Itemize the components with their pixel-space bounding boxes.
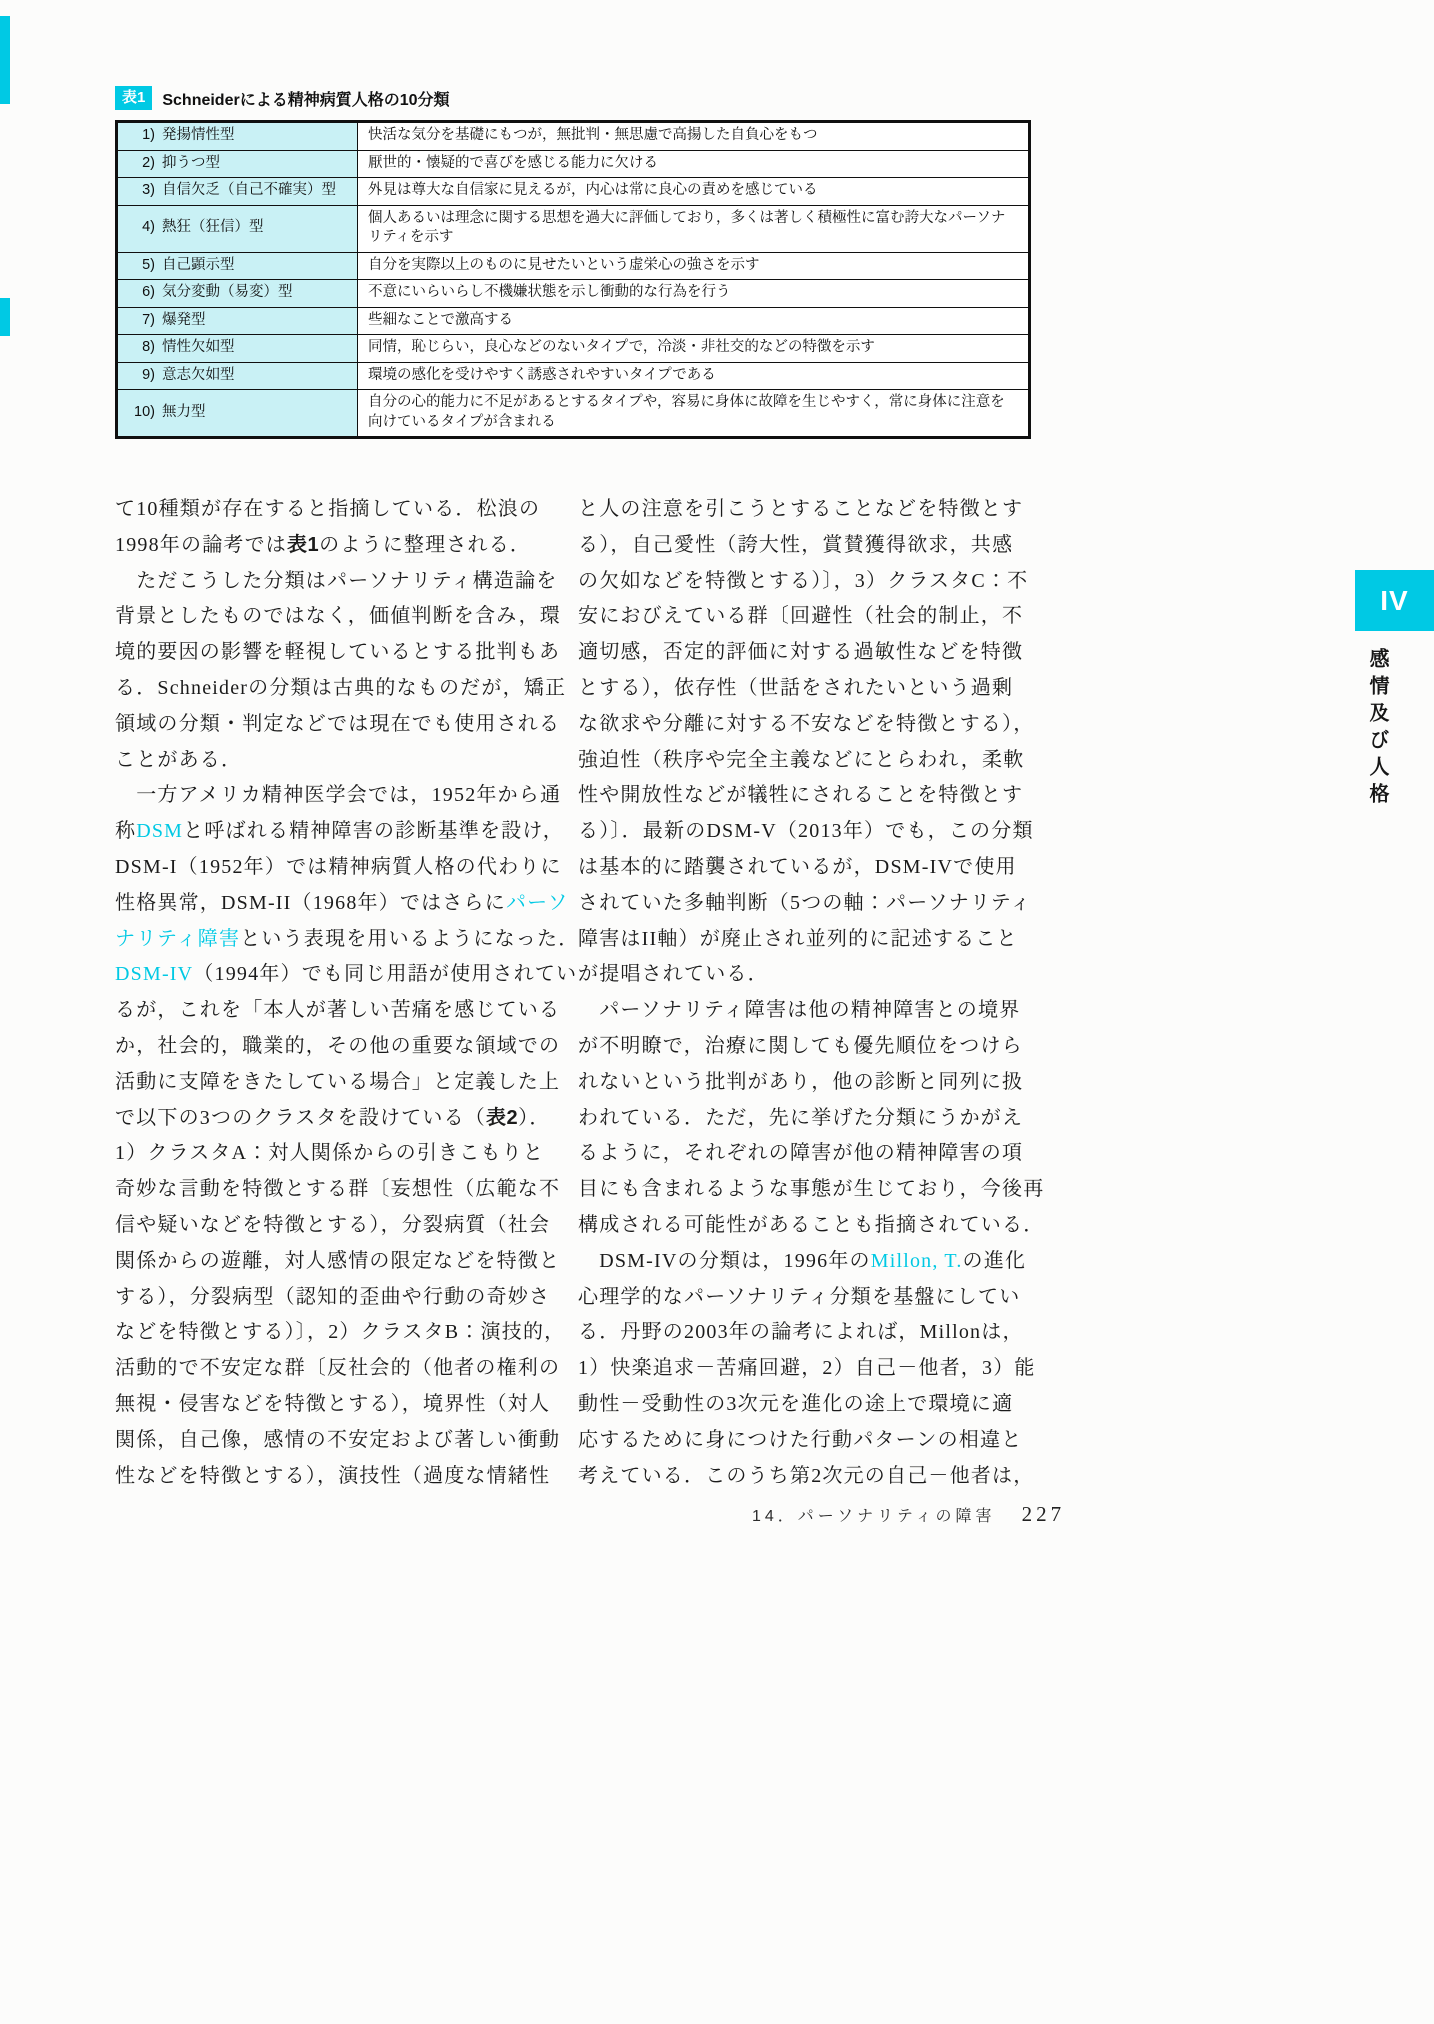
description-cell: 環境の感化を受けやすく誘惑されやすいタイプである	[358, 362, 1030, 390]
text-line: 無視・侵害などを特徴とする），境界性（対人	[115, 1392, 551, 1415]
text-line: れないという批判があり，他の診断と同列に扱	[578, 1070, 1024, 1093]
text-line: 性などを特徴とする），演技性（過度な情緒性	[115, 1464, 551, 1487]
type-cell: 1) 発揚情性型	[117, 122, 358, 151]
text-line: DSM-IVの分類は，1996年のMillon, T.の進化	[578, 1249, 1027, 1272]
text-line: が不明瞭で，治療に関しても優先順位をつけら	[578, 1034, 1023, 1057]
text-line: 境的要因の影響を軽視しているとする批判もあ	[115, 641, 561, 664]
text-line: 適切感，否定的評価に対する過敏性などを特徴	[578, 641, 1024, 664]
text-line: DSM-I（1952年）では精神病質人格の代わりに	[115, 855, 562, 878]
body-column-left	[115, 492, 580, 1494]
text-line: 信や疑いなどを特徴とする），分裂病質（社会	[115, 1213, 551, 1236]
text-line: パーソナリティ障害は他の精神障害との境界	[578, 999, 1021, 1022]
text-line: ナリティ障害という表現を用いるようになった．	[115, 927, 580, 950]
text-line: て10種類が存在すると指摘している．松浪の	[115, 498, 541, 520]
text-line: 活動的で不安定な群〔反社会的（他者の権利の	[115, 1357, 561, 1380]
table-row	[117, 307, 1030, 335]
text-line: 1）クラスタA：対人関係からの引きこもりと	[115, 1142, 545, 1165]
description-cell: 快活な気分を基礎にもつが，無批判・無思慮で高揚した自負心をもつ	[358, 122, 1030, 151]
table-row	[117, 122, 1030, 151]
table-row	[117, 362, 1030, 390]
text-line: などを特徴とする）〕，2）クラスタB：演技的，	[115, 1321, 566, 1344]
text-line: する），分裂病型（認知的歪曲や行動の奇妙さ	[115, 1285, 551, 1308]
text-line: る．Schneiderの分類は古典的なものだが，矯正	[115, 676, 567, 699]
chapter-tab	[1355, 570, 1434, 631]
footer-page-number: 227	[1021, 1502, 1066, 1526]
chapter-label: 感情及び人格	[1366, 648, 1388, 810]
text-line: と人の注意を引こうとすることなどを特徴とす	[578, 498, 1024, 520]
table-row	[117, 280, 1030, 308]
text-line: 一方アメリカ精神医学会では，1952年から通	[115, 784, 562, 807]
type-cell: 3) 自信欠乏（自己不確実）型	[117, 178, 358, 206]
chapter-numeral: IV	[1380, 584, 1409, 616]
table-title: Schneiderによる精神病質人格の10分類	[162, 91, 450, 109]
type-cell: 6) 気分変動（易変）型	[117, 280, 358, 308]
description-cell: 自分を実際以上のものに見せたいという虚栄心の強さを示す	[358, 252, 1030, 280]
description-cell: 個人あるいは理念に関する思想を過大に評価しており，多くは著しく積極性に富む誇大なパーソナリティを示す	[358, 205, 1030, 252]
type-cell: 8) 情性欠如型	[117, 335, 358, 363]
table-row	[117, 335, 1030, 363]
table-row	[117, 390, 1030, 438]
text-line: 性格異常，DSM-II（1968年）ではさらにパーソ	[115, 891, 569, 914]
type-cell: 5) 自己顕示型	[117, 252, 358, 280]
text-line: DSM-IV（1994年）でも同じ用語が使用されてい	[115, 963, 578, 986]
text-line: か，社会的，職業的，その他の重要な領域での	[115, 1034, 561, 1057]
text-line: 心理学的なパーソナリティ分類を基盤にしてい	[578, 1285, 1021, 1308]
footer-section-title: 14．パーソナリティの障害	[752, 1508, 996, 1525]
text-line: 関係からの遊離，対人感情の限定などを特徴と	[115, 1249, 561, 1272]
text-line: が提唱されている．	[578, 963, 769, 986]
description-cell: 厭世的・懐疑的で喜びを感じる能力に欠ける	[358, 150, 1030, 178]
text-line: 安におびえている群〔回避性（社会的制止，不	[578, 605, 1024, 628]
text-line: 目にも含まれるような事態が生じており，今後再	[578, 1178, 1045, 1201]
text-line: るように，それぞれの障害が他の精神障害の項	[578, 1142, 1024, 1165]
text-line: 領域の分類・判定などでは現在でも使用される	[115, 712, 561, 735]
type-cell: 10) 無力型	[117, 390, 358, 438]
table-caption	[115, 86, 450, 110]
page-edge-mark	[0, 298, 10, 336]
text-line: 1998年の論考では表1のように整理される．	[115, 533, 532, 556]
schneider-classification-table	[115, 120, 1031, 439]
text-line: とする），依存性（世話をされたいという過剰	[578, 676, 1014, 699]
text-line: 考えている．このうち第2次元の自己－他者は，	[578, 1464, 1035, 1487]
text-line: 関係，自己像，感情の不安定および著しい衝動	[115, 1428, 561, 1451]
text-line: 性や開放性などが犠牲にされることを特徴とす	[578, 784, 1024, 807]
text-line: 障害はII軸）が廃止され並列的に記述すること	[578, 927, 1018, 950]
description-cell: 同情，恥じらい，良心などのないタイプで，冷淡・非社交的などの特徴を示す	[358, 335, 1030, 363]
description-cell: 不意にいらいらし不機嫌状態を示し衝動的な行為を行う	[358, 280, 1030, 308]
text-line: 強迫性（秩序や完全主義などにとらわれ，柔軟	[578, 748, 1025, 771]
table-label-badge: 表1	[115, 86, 152, 110]
text-line: る）〕．最新のDSM-V（2013年）でも，この分類	[578, 820, 1034, 843]
text-line: る），自己愛性（誇大性，賞賛獲得欲求，共感	[578, 533, 1014, 556]
type-cell: 2) 抑うつ型	[117, 150, 358, 178]
text-line: ことがある．	[115, 748, 243, 771]
text-line: は基本的に踏襲されているが，DSM-IVで使用	[578, 855, 1017, 878]
page-footer	[752, 1502, 1065, 1527]
text-line: 応するために身につけた行動パターンの相違と	[578, 1428, 1023, 1451]
text-line: る．丹野の2003年の論考によれば，Millonは，	[578, 1321, 1024, 1344]
text-line: 1）快楽追求－苦痛回避，2）自己－他者，3）能	[578, 1357, 1036, 1380]
type-cell: 4) 熱狂（狂信）型	[117, 205, 358, 252]
text-line: の欠如などを特徴とする）〕，3）クラスタC：不	[578, 569, 1029, 592]
text-line: るが，これを「本人が著しい苦痛を感じている	[115, 999, 561, 1022]
description-cell: 些細なことで激高する	[358, 307, 1030, 335]
text-line: われている．ただ，先に挙げた分類にうかがえ	[578, 1106, 1024, 1129]
page-edge-mark	[0, 16, 10, 104]
text-line: な欲求や分離に対する不安などを特徴とする），	[578, 712, 1035, 735]
table-row	[117, 150, 1030, 178]
text-line: 称DSMと呼ばれる精神障害の診断基準を設け，	[115, 820, 564, 843]
text-line: されていた多軸判断（5つの軸：パーソナリティ	[578, 891, 1032, 914]
type-cell: 9) 意志欠如型	[117, 362, 358, 390]
table-row	[117, 252, 1030, 280]
type-cell: 7) 爆発型	[117, 307, 358, 335]
description-cell: 外見は尊大な自信家に見えるが，内心は常に良心の責めを感じている	[358, 178, 1030, 206]
text-line: 構成される可能性があることも指摘されている．	[578, 1213, 1045, 1236]
text-line: 奇妙な言動を特徴とする群〔妄想性（広範な不	[115, 1178, 561, 1201]
text-line: で以下の3つのクラスタを設けている（表2）．	[115, 1106, 551, 1129]
description-cell: 自分の心的能力に不足があるとするタイプや，容易に身体に故障を生じやすく，常に身体に注意を向けているタイプが含まれる	[358, 390, 1030, 438]
text-line: 活動に支障をきたしている場合」と定義した上	[115, 1070, 561, 1093]
body-column-right	[578, 492, 1045, 1494]
table-row	[117, 178, 1030, 206]
table-row	[117, 205, 1030, 252]
text-line: ただこうした分類はパーソナリティ構造論を	[115, 569, 558, 592]
text-line: 動性－受動性の3次元を進化の途上で環境に適	[578, 1392, 1014, 1415]
text-line: 背景としたものではなく，価値判断を含み，環	[115, 605, 561, 628]
